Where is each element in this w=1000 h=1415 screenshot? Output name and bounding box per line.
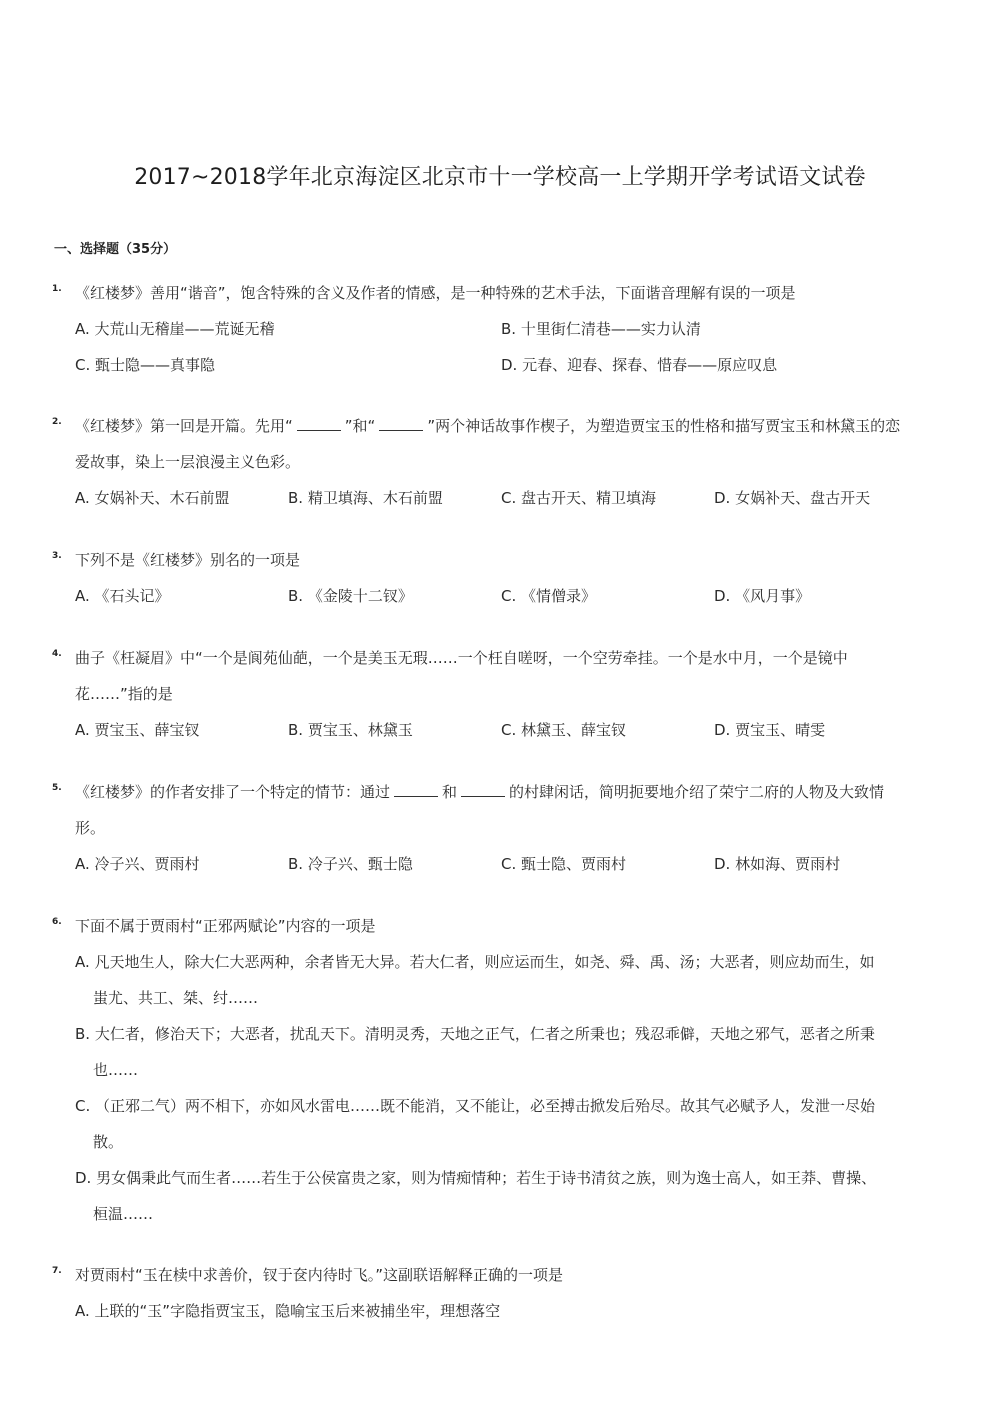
question-stem: 下列不是《红楼梦》别名的一项是	[75, 551, 301, 569]
option-a: A. 女娲补天、木石前盟	[75, 489, 230, 507]
options	[75, 944, 932, 1232]
question-5	[52, 774, 932, 882]
option-c-line-2: 散。	[93, 1133, 124, 1151]
fill-blank-2	[461, 782, 505, 797]
stem-text-3: ”两个神话故事作楔子，为塑造贾宝玉的性格和描写贾宝玉和林黛玉的恋	[427, 417, 901, 435]
option-a-line-2: 蚩尤、共工、桀、纣……	[93, 989, 259, 1007]
options	[75, 578, 932, 614]
question-number: 5.	[52, 783, 62, 793]
question-2	[52, 408, 932, 516]
option-a: A. 冷子兴、贾雨村	[75, 855, 200, 873]
section-heading: 一、选择题（35分）	[54, 242, 177, 257]
option-d: D. 林如海、贾雨村	[714, 855, 841, 873]
option-b: B. 精卫填海、木石前盟	[288, 489, 443, 507]
option-a: A. 上联的“玉”字隐指贾宝玉，隐喻宝玉后来被捕坐牢，理想落空	[75, 1302, 501, 1320]
fill-blank-1	[394, 782, 438, 797]
option-b: B. 十里街仁清巷——实力认清	[501, 320, 701, 338]
option-a-line-1: A. 凡天地生人，除大仁大恶两种，余者皆无大异。若大仁者，则应运而生，如尧、舜、禹、汤；大恶者，则应劫而生，如	[75, 953, 875, 971]
option-d: D. 女娲补天、盘古开天	[714, 489, 871, 507]
stem-text-1: 《红楼梦》第一回是开篇。先用“	[75, 417, 293, 435]
question-number: 3.	[52, 551, 62, 561]
options	[75, 480, 932, 516]
question-stem	[75, 774, 932, 846]
option-b: B. 冷子兴、甄士隐	[288, 855, 413, 873]
option-b-line-1: B. 大仁者，修治天下；大恶者，扰乱天下。清明灵秀，天地之正气，仁者之所秉也；残忍乖僻，天地之邪气，恶者之所秉	[75, 1025, 875, 1043]
page-title: 2017~2018学年北京海淀区北京市十一学校高一上学期开学考试语文试卷	[134, 165, 866, 190]
option-b-line-2: 也……	[93, 1061, 139, 1079]
stem-text-2: ”和“	[344, 417, 376, 435]
option-c: C. 甄士隐——真事隐	[75, 356, 216, 374]
question-number: 7.	[52, 1266, 62, 1276]
stem-text-4: 爱故事，染上一层浪漫主义色彩。	[75, 453, 301, 471]
question-stem: 下面不属于贾雨村“正邪两赋论”内容的一项是	[75, 917, 376, 935]
stem-line-2: 花……”指的是	[75, 685, 173, 703]
options	[75, 311, 932, 383]
option-a: A. 《石头记》	[75, 587, 170, 605]
option-c	[75, 1088, 932, 1160]
question-number: 6.	[52, 917, 62, 927]
question-number: 1.	[52, 284, 62, 294]
option-b: B. 贾宝玉、林黛玉	[288, 721, 413, 739]
option-d: D. 《风月事》	[714, 587, 811, 605]
option-c-line-1: C. （正邪二气）两不相下，亦如风水雷电……既不能消，又不能让，必至搏击掀发后殆尽。故其气必赋予人，发泄一尽始	[75, 1097, 876, 1115]
stem-text-3: 的村肆闲话，简明扼要地介绍了荣宁二府的人物及大致情	[509, 783, 885, 801]
stem-text-4: 形。	[75, 819, 106, 837]
question-number: 2.	[52, 417, 62, 427]
question-stem	[75, 408, 932, 480]
option-d	[75, 1160, 932, 1232]
fill-blank-1	[297, 416, 341, 431]
question-7	[52, 1257, 932, 1329]
option-d: D. 元春、迎春、探春、惜春——原应叹息	[501, 356, 778, 374]
option-d-line-2: 桓温……	[93, 1205, 154, 1223]
question-stem	[75, 640, 932, 712]
option-c: C. 林黛玉、薛宝钗	[501, 721, 627, 739]
option-b	[75, 1016, 932, 1088]
option-c: C. 《情僧录》	[501, 587, 597, 605]
option-d-line-1: D. 男女偶秉此气而生者……若生于公侯富贵之家，则为情痴情种；若生于诗书清贫之族，则为逸士高人，如王莽、曹操、	[75, 1169, 877, 1187]
fill-blank-2	[379, 416, 423, 431]
question-stem: 《红楼梦》善用“谐音”，饱含特殊的含义及作者的情感，是一种特殊的艺术手法，下面谐音理解有误的一项是	[75, 284, 796, 302]
question-number: 4.	[52, 649, 62, 659]
stem-text-2: 和	[442, 783, 458, 801]
options	[75, 1293, 932, 1329]
options	[75, 712, 932, 748]
question-4	[52, 640, 932, 748]
question-1	[52, 275, 932, 383]
option-a	[75, 944, 932, 1016]
question-6	[52, 908, 932, 1232]
option-b: B. 《金陵十二钗》	[288, 587, 413, 605]
option-d: D. 贾宝玉、晴雯	[714, 721, 826, 739]
options	[75, 846, 932, 882]
stem-line-1: 曲子《枉凝眉》中“一个是阆苑仙葩，一个是美玉无瑕……一个枉自嗟呀，一个空劳牵挂。一个是水中月，一个是镜中	[75, 649, 848, 667]
stem-text-1: 《红楼梦》的作者安排了一个特定的情节：通过	[75, 783, 391, 801]
question-3	[52, 542, 932, 614]
option-a: A. 大荒山无稽崖——荒诞无稽	[75, 320, 275, 338]
question-stem: 对贾雨村“玉在椟中求善价，钗于奁内待时飞。”这副联语解释正确的一项是	[75, 1266, 564, 1284]
option-a: A. 贾宝玉、薛宝钗	[75, 721, 200, 739]
option-c: C. 盘古开天、精卫填海	[501, 489, 657, 507]
option-c: C. 甄士隐、贾雨村	[501, 855, 627, 873]
